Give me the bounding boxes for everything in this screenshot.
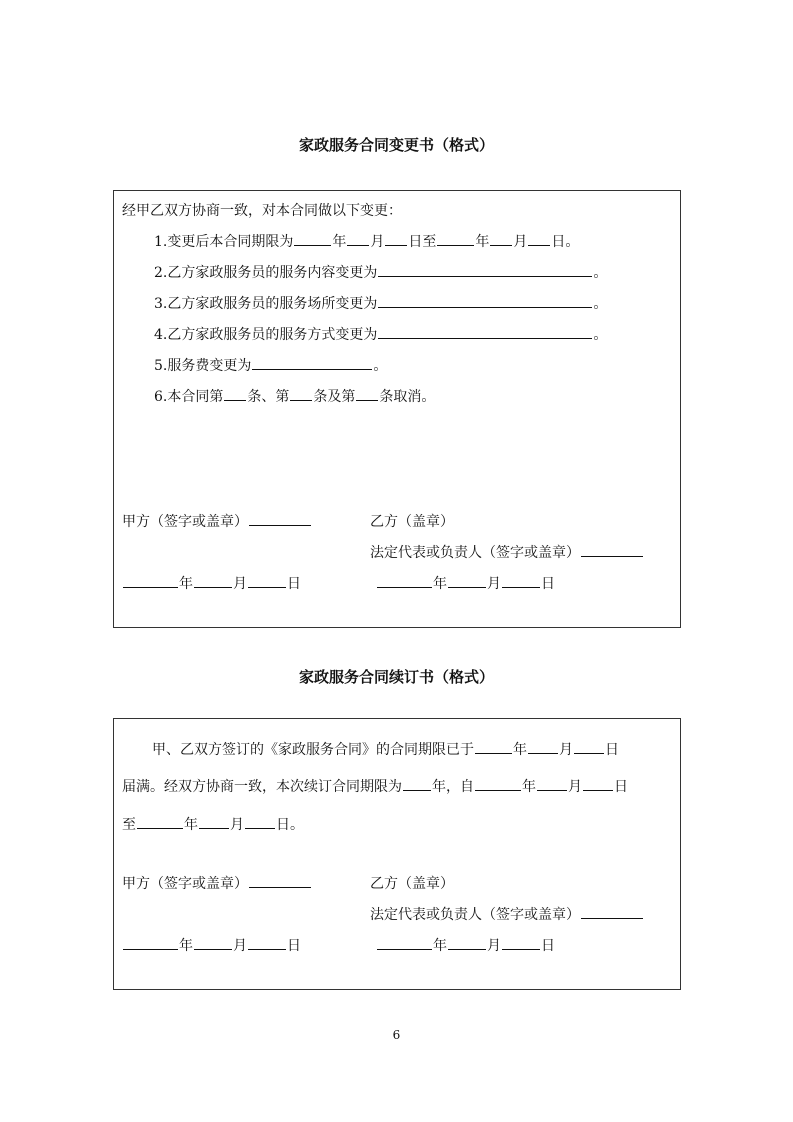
change-item-5: 5.服务费变更为 。 xyxy=(154,355,387,375)
change-party-b: 乙方（盖章） xyxy=(370,514,454,530)
renewal-form-box xyxy=(113,718,681,990)
renewal-line-1: 甲、乙双方签订的《家政服务合同》的合同期限已于 年 月 日 xyxy=(152,739,619,759)
change-party-a: 甲方（签字或盖章） xyxy=(122,511,312,531)
change-legal-rep: 法定代表或负责人（签字或盖章） xyxy=(370,542,644,562)
renewal-form-title: 家政服务合同续订书（格式） xyxy=(298,668,494,686)
page-number: 6 xyxy=(392,1028,401,1042)
renewal-party-a: 甲方（签字或盖章） xyxy=(122,873,312,893)
renewal-date-a: 年 月 日 xyxy=(122,935,301,955)
change-item-6: 6.本合同第 条、第 条及第 条取消。 xyxy=(154,386,435,406)
change-item-2: 2.乙方家政服务员的服务内容变更为 。 xyxy=(154,262,607,282)
renewal-line-2: 届满。经双方协商一致，本次续订合同期限为 年，自 年 月 日 xyxy=(122,776,628,796)
change-form-box xyxy=(113,190,681,628)
renewal-legal-rep: 法定代表或负责人（签字或盖章） xyxy=(370,904,644,924)
renewal-line-3: 至 年 月 日。 xyxy=(122,814,304,834)
change-form-title: 家政服务合同变更书（格式） xyxy=(298,136,494,154)
change-date-b: 年 月 日 xyxy=(376,573,555,593)
change-item-4: 4.乙方家政服务员的服务方式变更为 。 xyxy=(154,324,607,344)
change-item-3: 3.乙方家政服务员的服务场所变更为 。 xyxy=(154,293,607,313)
change-intro: 经甲乙双方协商一致，对本合同做以下变更： xyxy=(122,203,402,219)
change-item-1: 1.变更后本合同期限为 年 月 日至 年 月 日。 xyxy=(154,231,579,251)
renewal-party-b: 乙方（盖章） xyxy=(370,876,454,892)
change-date-a: 年 月 日 xyxy=(122,573,301,593)
renewal-date-b: 年 月 日 xyxy=(376,935,555,955)
